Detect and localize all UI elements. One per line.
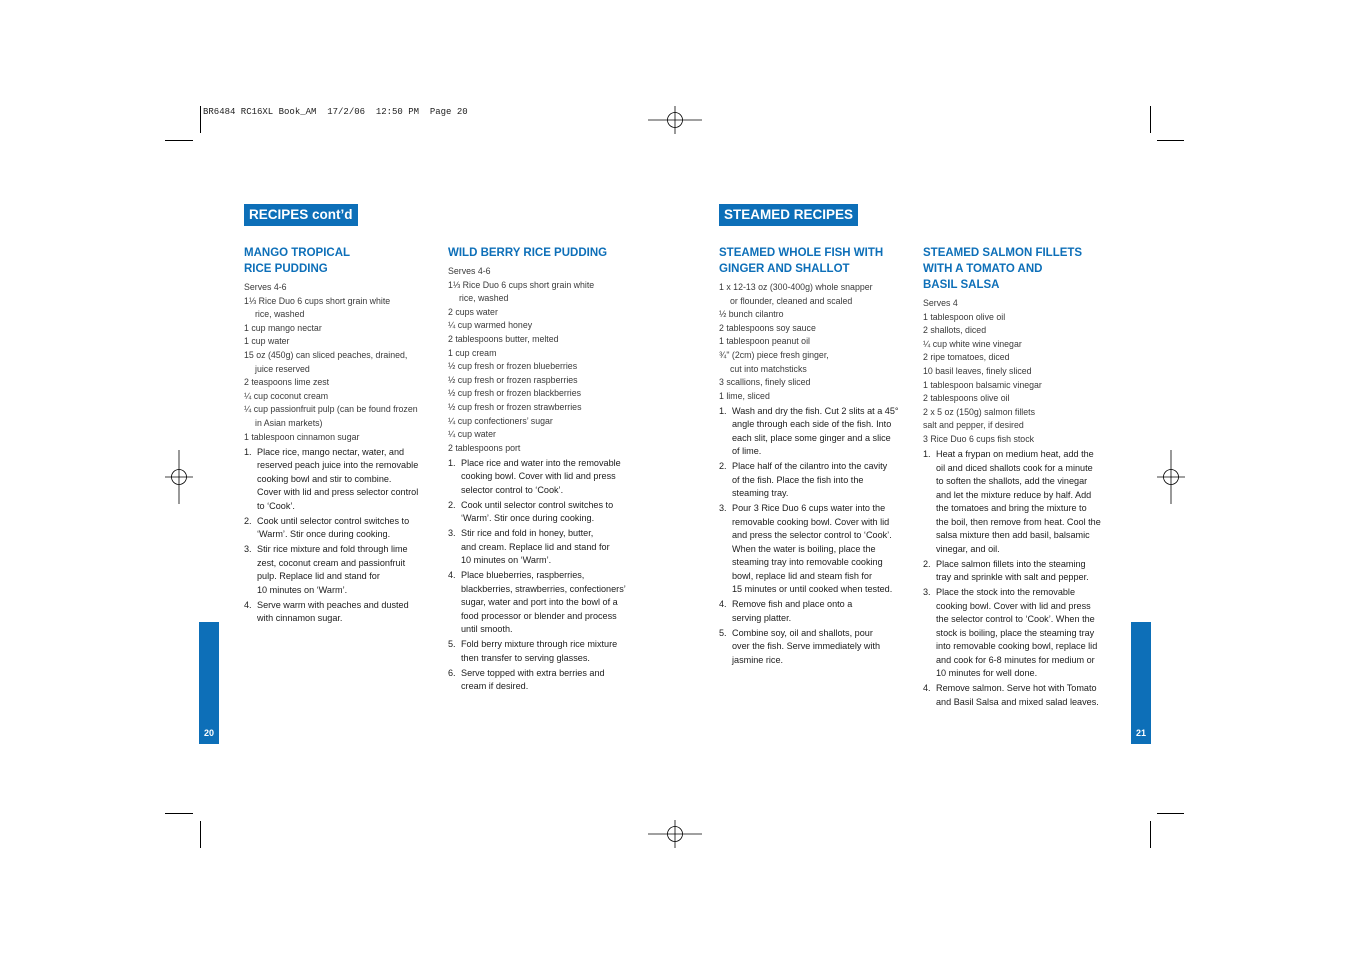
step-line: and press the selector control to ‘Cook’. xyxy=(732,530,892,541)
recipe-title-line: WILD BERRY RICE PUDDING xyxy=(448,247,608,259)
ingredient-line: 1 x 12-13 oz (300-400g) whole snapper xyxy=(719,282,873,292)
ingredient-item xyxy=(923,351,1123,365)
section-heading-steamed-recipes: STEAMED RECIPES xyxy=(719,204,858,226)
ingredient-item xyxy=(923,419,1123,433)
step-line: and Basil Salsa and mixed salad leaves. xyxy=(936,696,1099,707)
ingredient-item xyxy=(448,442,648,456)
recipe-wild-berry-rice-pudding xyxy=(448,245,648,694)
ingredient-item xyxy=(923,392,1123,406)
recipe-title xyxy=(244,245,444,277)
page-tab-left xyxy=(199,622,219,744)
ingredient-item xyxy=(719,308,919,322)
recipe-title-line: STEAMED WHOLE FISH WITH xyxy=(719,247,884,259)
step-line: Serve warm with peaches and dusted xyxy=(257,599,409,610)
ingredient-item xyxy=(448,347,648,361)
step-number: 3. xyxy=(923,587,931,598)
step-line: reserved peach juice into the removable xyxy=(257,460,419,471)
step-line: of the fish. Place the fish into the xyxy=(732,474,864,485)
ingredient-line: ¼ cup water xyxy=(448,429,496,440)
step-line: the tomatoes and bring the mixture to xyxy=(936,503,1087,514)
step-line: ‘Warm’. Stir once during cooking. xyxy=(257,529,391,540)
ingredient-line: 3 Rice Duo 6 cups fish stock xyxy=(923,433,1034,444)
method-step xyxy=(923,448,1123,556)
ingredient-item xyxy=(719,390,919,404)
method-step xyxy=(719,627,919,668)
ingredient-item xyxy=(923,379,1123,393)
ingredient-item xyxy=(244,376,444,390)
ingredient-line: 2 tablespoons soy sauce xyxy=(719,322,816,333)
step-line: pulp. Replace lid and stand for xyxy=(257,571,380,582)
step-line: steaming tray into removable cooking xyxy=(732,557,883,568)
step-line: tray and sprinkle with salt and pepper. xyxy=(936,572,1089,583)
step-line: and cream. Replace lid and stand for xyxy=(461,541,610,552)
step-line: Place the stock into the removable xyxy=(936,587,1076,598)
step-line: stock is boiling, place the steaming tray xyxy=(936,627,1095,638)
step-number: 1. xyxy=(719,405,727,416)
ingredient-item xyxy=(244,431,444,445)
method-steps xyxy=(448,457,648,694)
step-line: the boil, then remove from heat. Cool the xyxy=(936,516,1101,527)
step-line: Place salmon fillets into the steaming xyxy=(936,558,1086,569)
step-line: cream if desired. xyxy=(461,681,529,692)
ingredient-item xyxy=(448,387,648,401)
ingredient-line: 1 cup cream xyxy=(448,347,497,358)
ingredient-item xyxy=(448,374,648,388)
ingredient-line: ½ cup fresh or frozen raspberries xyxy=(448,374,578,385)
step-number: 1. xyxy=(923,449,931,460)
step-line: of lime. xyxy=(732,446,762,457)
ingredient-line: 1 cup water xyxy=(244,336,290,347)
ingredient-item xyxy=(719,322,919,336)
ingredient-item xyxy=(923,311,1123,325)
step-line: Pour 3 Rice Duo 6 cups water into the xyxy=(732,503,886,514)
step-number: 4. xyxy=(923,683,931,694)
step-line: the selector control to ‘Cook’. When the xyxy=(936,614,1095,625)
step-line: into removable cooking bowl, replace lid xyxy=(936,641,1098,652)
ingredient-list xyxy=(923,311,1123,447)
step-number: 2. xyxy=(923,558,931,569)
crop-mark-bottom-right xyxy=(1151,814,1185,849)
ingredient-line: ¼ cup warmed honey xyxy=(448,320,533,331)
ingredient-list xyxy=(448,279,648,456)
step-line: selector control to ‘Cook’. xyxy=(461,484,564,495)
step-number: 4. xyxy=(719,599,727,610)
crop-mark-bottom-left xyxy=(165,814,201,849)
ingredient-line: 1 tablespoon cinnamon sugar xyxy=(244,431,360,442)
registration-mark-left xyxy=(165,450,193,504)
ingredient-line: 2 cups water xyxy=(448,306,498,317)
serves-line: Serves 4 xyxy=(923,298,958,308)
ingredient-item xyxy=(448,333,648,347)
ingredient-line: ¼ cup white wine vinegar xyxy=(923,338,1022,349)
ingredient-item xyxy=(719,281,919,308)
method-step xyxy=(244,515,444,542)
step-line: jasmine rice. xyxy=(732,654,784,665)
ingredient-line: rice, washed xyxy=(459,293,509,304)
ingredient-line: ½ cup fresh or frozen blueberries xyxy=(448,361,578,372)
printer-slug: BR6484 RC16XL Book_AM 17/2/06 12:50 PM Page 20 xyxy=(203,107,468,117)
ingredient-item xyxy=(923,338,1123,352)
step-line: and let the mixture reduce by half. Add xyxy=(936,489,1092,500)
ingredient-line: 1 lime, sliced xyxy=(719,390,770,401)
step-line: then transfer to serving glasses. xyxy=(461,652,590,663)
ingredient-item xyxy=(244,403,444,430)
step-line: Wash and dry the fish. Cut 2 slits at a 45° xyxy=(732,405,899,416)
ingredient-line: 1 tablespoon peanut oil xyxy=(719,336,810,347)
page-tab-right xyxy=(1131,622,1151,744)
step-line: 10 minutes on ‘Warm’. xyxy=(257,584,348,595)
ingredient-item xyxy=(923,406,1123,420)
step-line: blackberries, strawberries, confectioners’ xyxy=(461,583,626,594)
step-line: zest, coconut cream and passionfruit xyxy=(257,557,406,568)
step-line: vinegar, and oil. xyxy=(936,543,1000,554)
step-number: 4. xyxy=(448,570,456,581)
method-step xyxy=(923,586,1123,681)
ingredient-line: in Asian markets) xyxy=(255,417,323,428)
step-line: to ‘Cook’. xyxy=(257,500,295,511)
method-step xyxy=(448,667,648,694)
step-line: Cook until selector control switches to xyxy=(461,499,614,510)
step-line: Serve topped with extra berries and xyxy=(461,667,605,678)
ingredient-item xyxy=(719,349,919,376)
ingredient-item xyxy=(448,319,648,333)
step-line: cooking bowl and stir to combine. xyxy=(257,473,392,484)
method-step xyxy=(448,527,648,568)
serves-line: Serves 4-6 xyxy=(244,282,287,292)
ingredient-item xyxy=(244,349,444,376)
ingredient-item xyxy=(244,322,444,336)
ingredient-line: ½ cup fresh or frozen blackberries xyxy=(448,388,581,399)
method-step xyxy=(448,499,648,526)
ingredient-item xyxy=(244,295,444,322)
recipe-title xyxy=(719,245,919,277)
step-line: Place half of the cilantro into the cavity xyxy=(732,461,888,472)
ingredient-list xyxy=(719,281,919,403)
step-line: and cook for 6-8 minutes for medium or xyxy=(936,654,1095,665)
ingredient-line: cut into matchsticks xyxy=(730,363,807,374)
recipe-title-line: GINGER AND SHALLOT xyxy=(719,263,850,275)
ingredient-line: 1⅓ Rice Duo 6 cups short grain white xyxy=(448,279,595,290)
step-line: sugar, water and port into the bowl of a xyxy=(461,597,618,608)
recipe-title-line: WITH A TOMATO AND xyxy=(923,263,1043,275)
ingredient-item xyxy=(448,306,648,320)
step-line: 10 minutes for well done. xyxy=(936,668,1038,679)
step-line: Stir rice and fold in honey, butter, xyxy=(461,528,594,539)
ingredient-line: 1 tablespoon balsamic vinegar xyxy=(923,379,1042,390)
serves-line: Serves 4-6 xyxy=(448,266,491,276)
step-line: Heat a frypan on medium heat, add the xyxy=(936,449,1094,460)
ingredient-item xyxy=(244,390,444,404)
ingredient-line: 2 ripe tomatoes, diced xyxy=(923,352,1010,363)
step-number: 6. xyxy=(448,667,456,678)
ingredient-line: 1 cup mango nectar xyxy=(244,322,322,333)
step-number: 2. xyxy=(448,499,456,510)
ingredient-list xyxy=(244,295,444,445)
step-line: Place rice, mango nectar, water, and xyxy=(257,446,405,457)
method-step xyxy=(244,446,444,514)
ingredient-item xyxy=(448,428,648,442)
step-line: 15 minutes or until cooked when tested. xyxy=(732,584,893,595)
ingredient-item xyxy=(448,415,648,429)
step-line: Cover with lid and press selector control xyxy=(257,487,419,498)
ingredient-line: ½ bunch cilantro xyxy=(719,309,784,320)
step-line: food processor or blender and process xyxy=(461,610,617,621)
method-step xyxy=(244,599,444,626)
step-line: steaming tray. xyxy=(732,488,789,499)
ingredient-item xyxy=(719,376,919,390)
ingredient-line: 2 teaspoons lime zest xyxy=(244,377,330,388)
ingredient-item xyxy=(923,433,1123,447)
step-number: 3. xyxy=(448,528,456,539)
step-number: 2. xyxy=(244,515,252,526)
ingredient-item xyxy=(923,365,1123,379)
method-steps xyxy=(244,446,444,626)
ingredient-line: 1 tablespoon olive oil xyxy=(923,311,1006,322)
method-step xyxy=(448,457,648,498)
method-step xyxy=(448,569,648,637)
step-line: Combine soy, oil and shallots, pour xyxy=(732,627,873,638)
method-step xyxy=(244,543,444,597)
ingredient-line: 2 tablespoons olive oil xyxy=(923,393,1010,404)
method-step xyxy=(923,682,1123,709)
step-number: 5. xyxy=(719,627,727,638)
recipe-title xyxy=(923,245,1123,293)
ingredient-line: 10 basil leaves, finely sliced xyxy=(923,365,1032,376)
step-line: Stir rice mixture and fold through lime xyxy=(257,544,408,555)
step-line: Fold berry mixture through rice mixture xyxy=(461,639,618,650)
ingredient-line: ¼ cup passionfruit pulp (can be found frozen xyxy=(244,404,418,415)
step-number: 1. xyxy=(244,446,252,457)
recipe-steamed-whole-fish xyxy=(719,245,919,667)
step-line: serving platter. xyxy=(732,612,792,623)
page-number: 20 xyxy=(203,728,214,738)
step-line: Remove salmon. Serve hot with Tomato xyxy=(936,683,1097,694)
step-line: 10 minutes on ‘Warm’. xyxy=(461,555,552,566)
step-line: oil and diced shallots cook for a minute xyxy=(936,462,1093,473)
ingredient-line: salt and pepper, if desired xyxy=(923,420,1024,431)
ingredient-item xyxy=(719,335,919,349)
ingredient-item xyxy=(923,324,1123,338)
recipe-steamed-salmon-fillets xyxy=(923,245,1123,709)
ingredient-item xyxy=(448,401,648,415)
ingredient-line: rice, washed xyxy=(255,309,305,320)
crop-mark-top-right xyxy=(1151,106,1185,141)
ingredient-line: or flounder, cleaned and scaled xyxy=(730,295,853,306)
step-line: with cinnamon sugar. xyxy=(257,613,343,624)
method-steps xyxy=(923,448,1123,709)
step-number: 5. xyxy=(448,639,456,650)
ingredient-line: ¼ cup confectioners’ sugar xyxy=(448,415,553,426)
ingredient-line: juice reserved xyxy=(255,363,310,374)
ingredient-line: 3 scallions, finely sliced xyxy=(719,377,811,388)
recipe-title-line: RICE PUDDING xyxy=(244,263,328,275)
step-line: each slit, place some ginger and a slice xyxy=(732,432,891,443)
step-line: cooking bowl. Cover with lid and press xyxy=(461,471,616,482)
ingredient-line: 2 x 5 oz (150g) salmon fillets xyxy=(923,406,1035,417)
ingredient-line: 2 tablespoons butter, melted xyxy=(448,333,559,344)
step-line: cooking bowl. Cover with lid and press xyxy=(936,600,1091,611)
step-line: bowl, replace lid and steam fish for xyxy=(732,570,873,581)
registration-mark-top xyxy=(648,106,702,134)
step-line: salsa mixture then add basil, balsamic xyxy=(936,530,1090,541)
ingredient-line: ½ cup fresh or frozen strawberries xyxy=(448,401,582,412)
ingredient-item xyxy=(448,360,648,374)
step-line: over the fish. Serve immediately with xyxy=(732,641,881,652)
method-steps xyxy=(719,405,919,668)
method-step xyxy=(719,598,919,625)
step-line: to soften the shallots, add the vinegar xyxy=(936,476,1088,487)
recipe-title-line: MANGO TROPICAL xyxy=(244,247,351,259)
method-step xyxy=(719,405,919,459)
registration-mark-right xyxy=(1157,450,1185,504)
step-line: Place blueberries, raspberries, xyxy=(461,570,585,581)
ingredient-item xyxy=(244,335,444,349)
method-step xyxy=(923,558,1123,585)
step-number: 3. xyxy=(719,503,727,514)
ingredient-line: 2 tablespoons port xyxy=(448,442,521,453)
recipe-mango-tropical-rice-pudding xyxy=(244,245,444,626)
registration-mark-bottom xyxy=(648,820,702,848)
step-number: 2. xyxy=(719,461,727,472)
step-line: When the water is boiling, place the xyxy=(732,543,876,554)
step-number: 3. xyxy=(244,544,252,555)
step-line: ‘Warm’. Stir once during cooking. xyxy=(461,513,595,524)
step-line: Remove fish and place onto a xyxy=(732,599,853,610)
step-number: 4. xyxy=(244,599,252,610)
crop-mark-top-left xyxy=(165,106,201,141)
step-number: 1. xyxy=(448,457,456,468)
step-line: Place rice and water into the removable xyxy=(461,457,621,468)
method-step xyxy=(719,502,919,597)
recipe-title-line: BASIL SALSA xyxy=(923,279,1000,291)
ingredient-line: 1⅓ Rice Duo 6 cups short grain white xyxy=(244,295,391,306)
method-step xyxy=(448,638,648,665)
step-line: Cook until selector control switches to xyxy=(257,515,410,526)
step-line: removable cooking bowl. Cover with lid xyxy=(732,516,890,527)
step-line: angle through each side of the fish. Into xyxy=(732,419,892,430)
ingredient-item xyxy=(448,279,648,306)
ingredient-line: 15 oz (450g) can sliced peaches, drained, xyxy=(244,349,408,360)
method-step xyxy=(719,460,919,501)
section-heading-recipes-contd: RECIPES cont’d xyxy=(244,204,358,226)
step-line: until smooth. xyxy=(461,624,513,635)
ingredient-line: ¼ cup coconut cream xyxy=(244,390,329,401)
page-number: 21 xyxy=(1135,728,1146,738)
recipe-title-line: STEAMED SALMON FILLETS xyxy=(923,247,1083,259)
recipe-title xyxy=(448,245,648,261)
ingredient-line: 2 shallots, diced xyxy=(923,325,987,336)
ingredient-line: ¾" (2cm) piece fresh ginger, xyxy=(719,349,829,360)
